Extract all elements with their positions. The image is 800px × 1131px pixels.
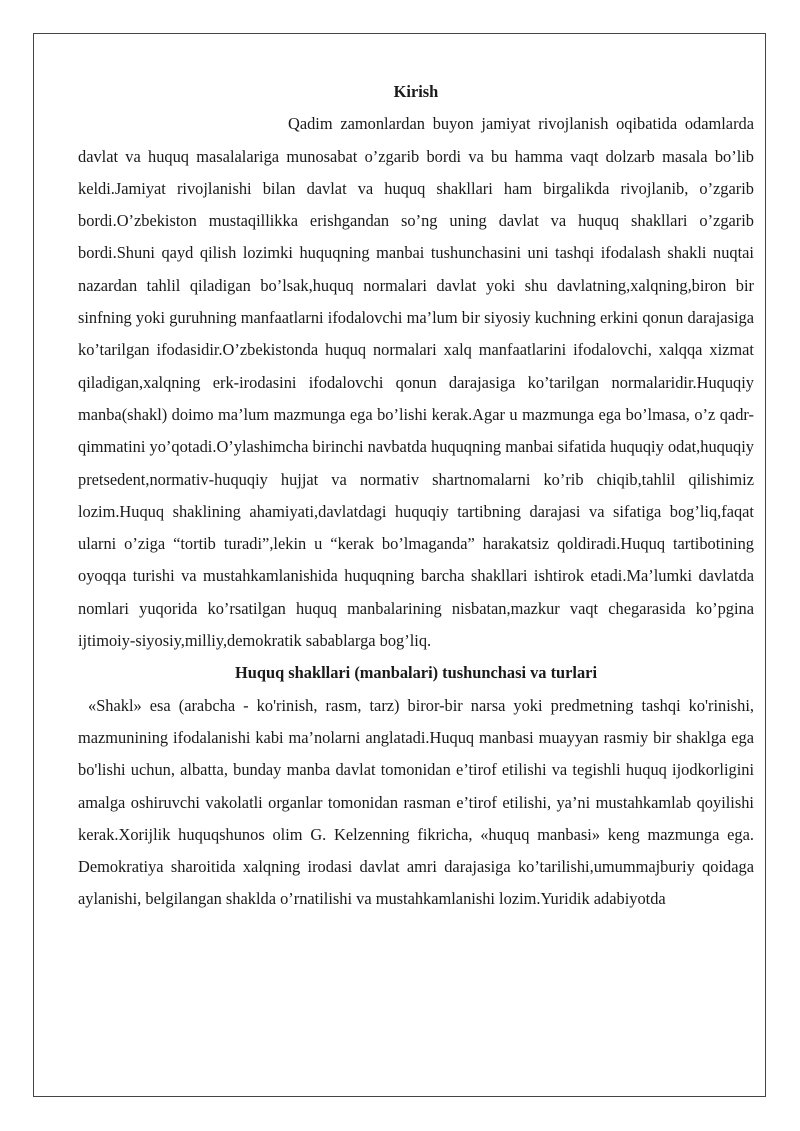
intro-paragraph: Qadim zamonlardan buyon jamiyat rivojlanish oqibatida odamlarda davlat va huquq masalalariga munosabat o’zgarib bordi va bu hamma vaqt dolzarb masala bo’lib keldi.Jamiyat rivojlanishi bilan davlat va huquq shakllari ham birgalikda rivojlanib, o’zgarib bordi.O’zbekiston mustaqillikka erishgandan so’ng uning davlat va huquq shakllari o’zgarib bordi.Shuni qayd qilish lozimki huquqning manbai tushunchasini uni tashqi ifodalash shakli nuqtai nazardan tahlil qiladigan bo’lsak,huquq normalari davlat yoki shu davlatning,xalqning,biron bir sinfning yoki guruhning manfaatlarni ifodalovchi ma’lum bir siyosiy kuchning erkini qonun darajasiga ko’tarilgan ifodasidir.O’zbekistonda huquq normalari xalq manfaatlarini ifodalovchi, xalqqa xizmat qiladigan,xalqning erk-irodasini ifodalovchi qonun darajasiga ko’tarilgan normalaridir.Huquqiy manba(shakl) doimo ma’lum mazmunga ega bo’lishi kerak.Agar u mazmunga ega bo’lmasa, o’z qadr-qimmatini yo’qotadi.O’ylashimcha birinchi navbatda huquqning manbai sifatida huquqiy odat,huquqiy pretsedent,normativ-huquqiy hujjat va normativ shartnomalarni ko’rib chiqib,tahlil qilishimiz lozim.Huquq shaklining ahamiyati,davlatdagi huquqiy tartibning darajasi va sifatiga bog’liq,faqat ularni o’ziga “tortib turadi”,lekin u “kerak bo’lmaganda” harakatsiz qoldiradi.Huquq tartibotining oyoqqa turishi va mustahkamlanishida huquqning barcha shakllari ishtirok etadi.Ma’lumki davlatda nomlari yuqorida ko’rsatilgan huquq manbalarining nisbatan,mazkur vaqt chegarasida ko’pgina ijtimoiy-siyosiy,milliy,demokratik sabablarga bog’liq. <box>78 114 754 651</box>
document-body <box>78 76 754 916</box>
section-paragraph: «Shakl» esa (arabcha - ko'rinish, rasm, tarz) biror-bir narsa yoki predmetning tashqi ko'rinishi, mazmunining ifodalanishi kabi ma’nolarni anglatadi.Huquq manbasi muayyan rasmiy bir shaklga ega bo'lishi uchun, albatta, bunday manba davlat tomonidan e’tirof etilishi va tegishli huquq ijodkorligini amalga oshiruvchi vakolatli organlar tomonidan rasman e’tirof etilishi, ya’ni mustahkamlab qoyilishi kerak.Xorijlik huquqshunos olim G. Kelzenning fikricha, «huquq manbasi» keng mazmunga ega. Demokratiya sharoitida xalqning irodasi davlat amri darajasiga ko’tarilishi,umummajburiy qoidaga aylanishi, belgilangan shaklda o’rnatilishi va mustahkamlanishi lozim.Yuridik adabiyotda <box>78 695 754 909</box>
document-page <box>33 33 766 1097</box>
section-heading: Huquq shakllari (manbalari) tushunchasi va turlari <box>234 663 598 683</box>
document-title: Kirish <box>393 82 439 101</box>
